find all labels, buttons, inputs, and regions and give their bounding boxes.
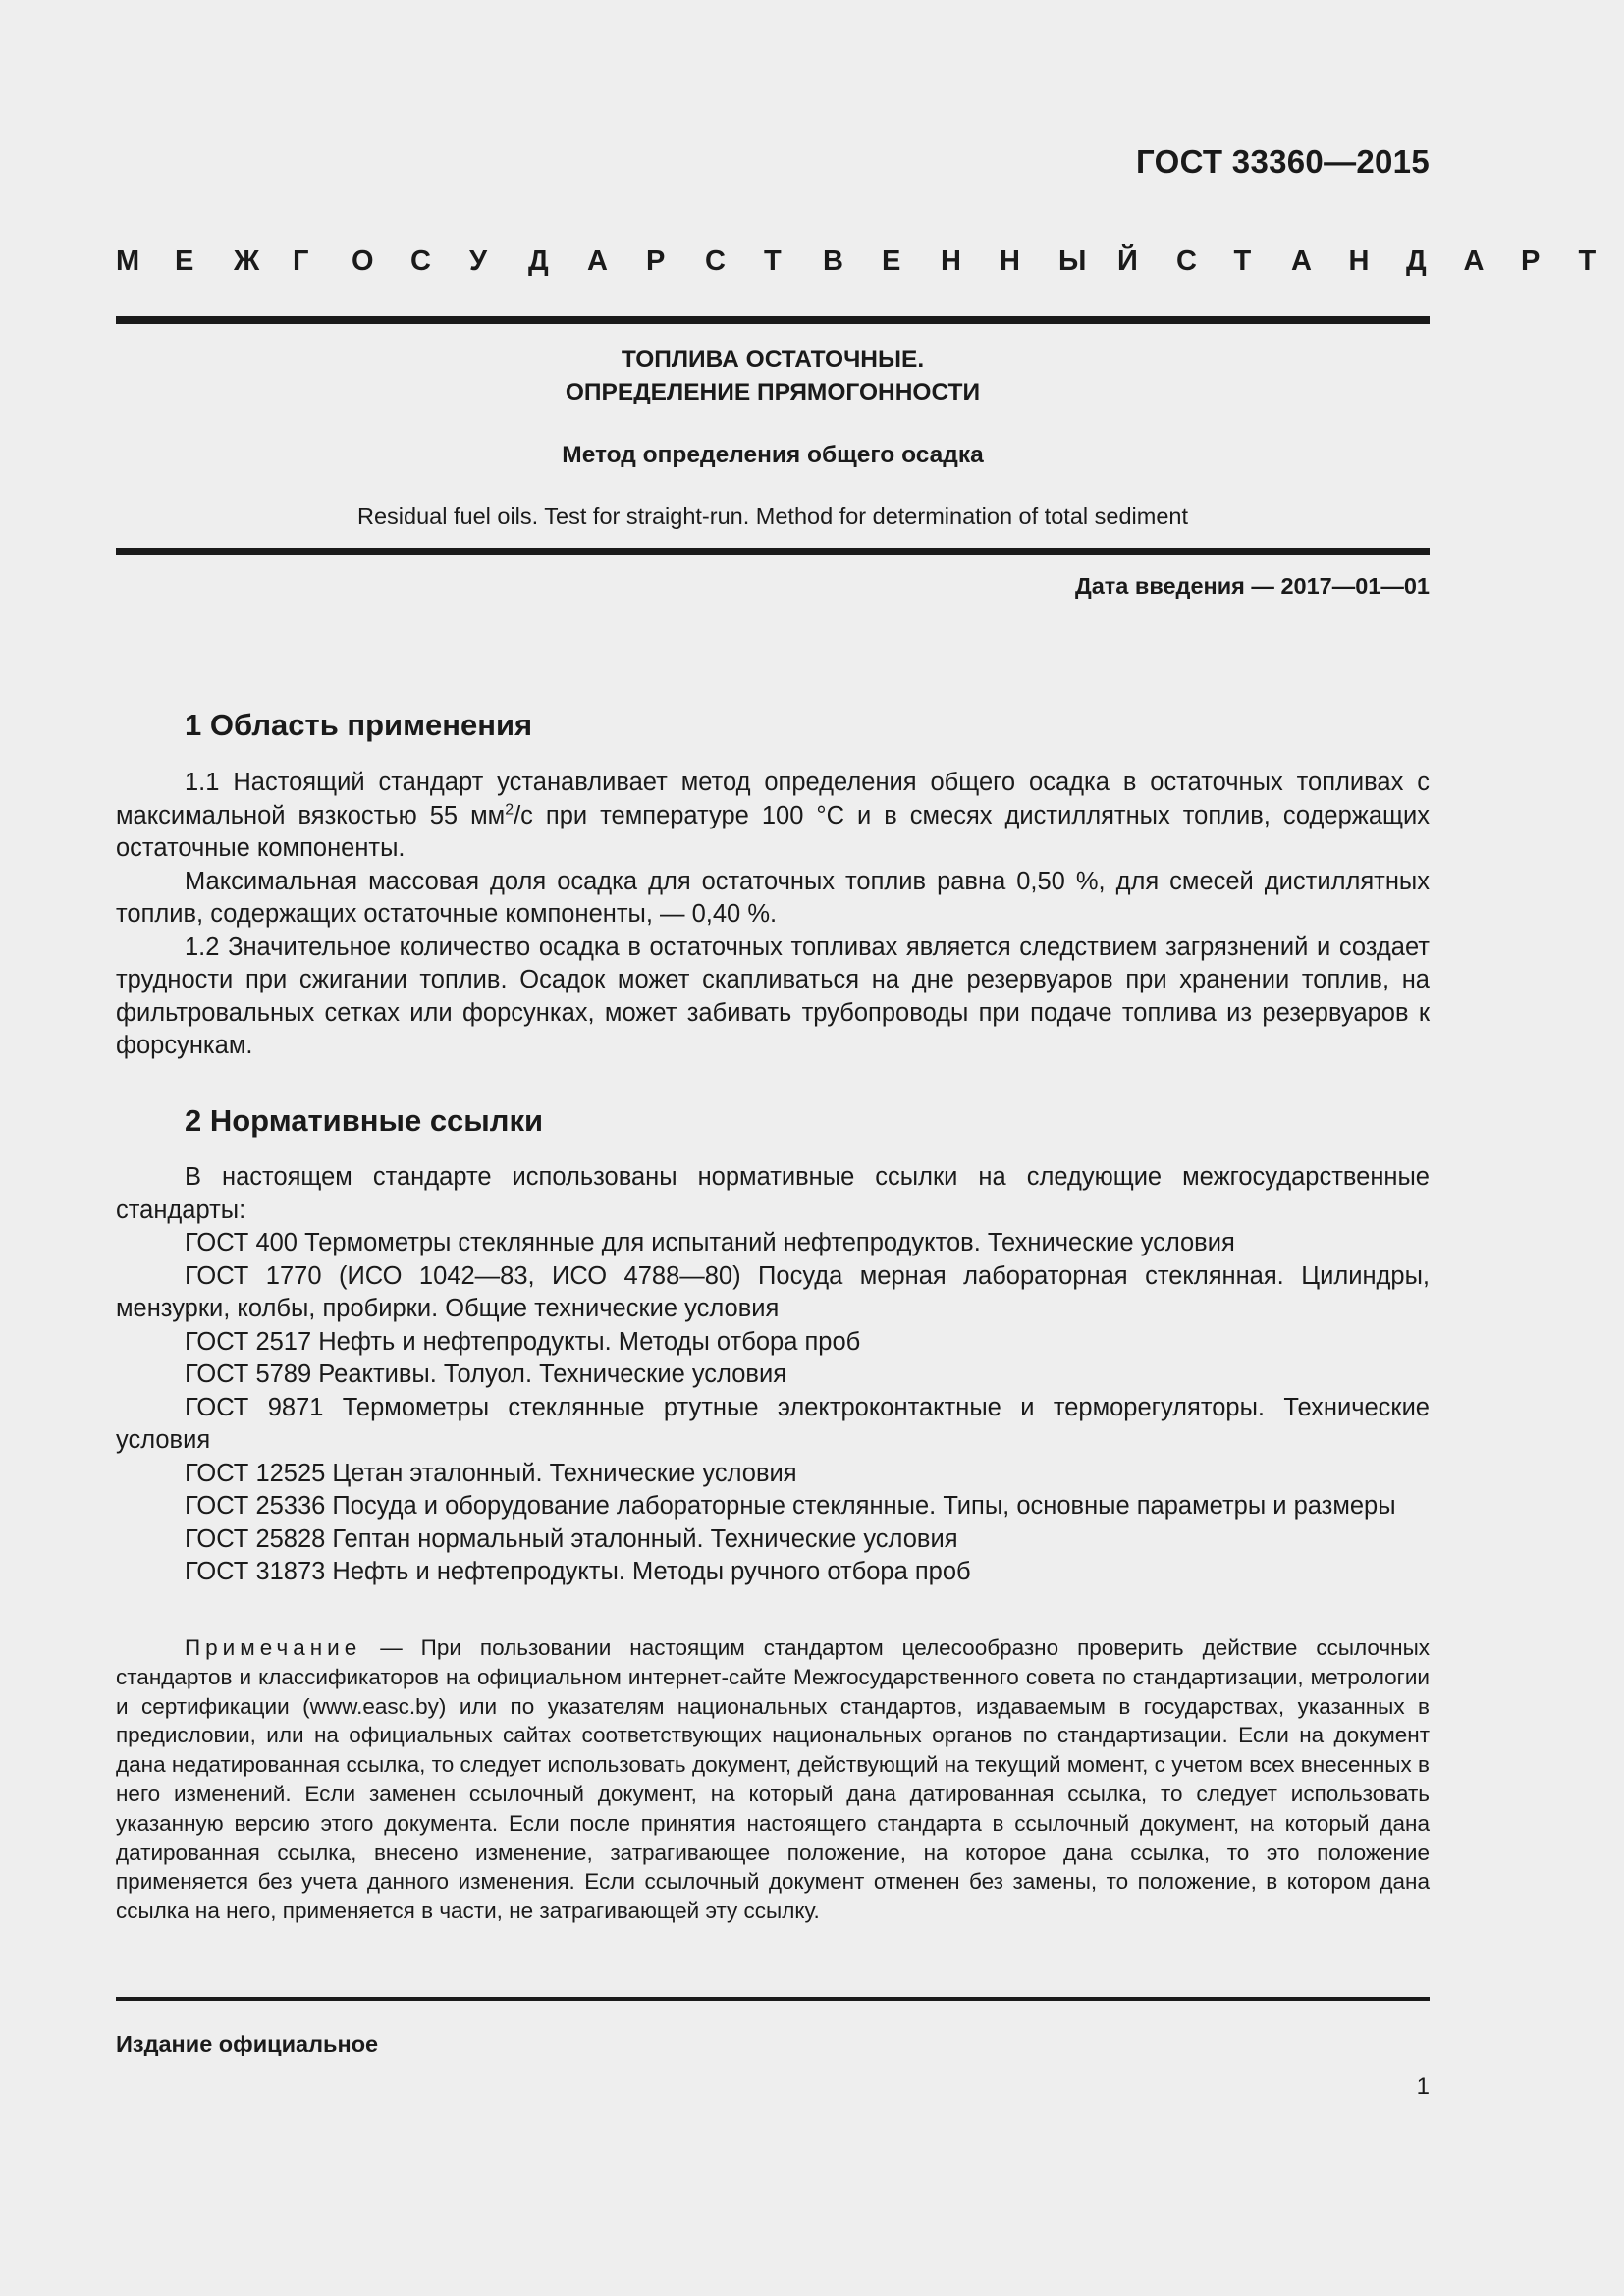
footer-divider — [116, 1997, 1430, 2001]
reference-item: ГОСТ 400 Термометры стеклянные для испытаний нефтепродуктов. Технические условия — [185, 1229, 1235, 1256]
document-title — [116, 344, 1430, 408]
reference-item: ГОСТ 1770 (ИСО 1042—83, ИСО 4788—80) Посуда мерная лабораторная стеклянная. Цилиндры, мензурки, колбы, пробирки. Общие технические условия — [116, 1261, 1430, 1322]
section-2-heading: 2 Нормативные ссылки — [185, 1103, 544, 1138]
banner-letter: У — [469, 245, 488, 277]
banner-letter: Т — [764, 245, 782, 277]
banner-letter: Е — [882, 245, 901, 277]
reference-item: ГОСТ 9871 Термометры стеклянные ртутные электроконтактные и терморегуляторы. Технические условия — [116, 1393, 1430, 1454]
banner-letter: Н — [941, 245, 961, 277]
reference-item: ГОСТ 2517 Нефть и нефтепродукты. Методы отбора проб — [185, 1327, 861, 1356]
banner-letter: Т — [1233, 245, 1252, 277]
banner-letter: Ж — [234, 245, 260, 277]
banner-letter: Н — [1000, 245, 1020, 277]
banner-letter: Д — [528, 245, 549, 277]
interstate-standard-banner — [116, 245, 1597, 278]
banner-letter: А — [1463, 245, 1485, 277]
paragraph-1-1-cont: Максимальная массовая доля осадка для остаточных топлив равна 0,50 %, для смесей дистиллятных топлив, содержащих остаточные компоненты, — 0,40 %. — [116, 867, 1430, 928]
reference-item: ГОСТ 25828 Гептан нормальный эталонный. Технические условия — [185, 1524, 958, 1553]
title-line-1: ТОПЛИВА ОСТАТОЧНЫЕ. — [621, 347, 925, 373]
section-1-heading: 1 Область применения — [185, 708, 533, 742]
reference-item: ГОСТ 12525 Цетан эталонный. Технические условия — [185, 1459, 797, 1487]
english-title: Residual fuel oils. Test for straight-run. Method for determination of total sediment — [357, 504, 1188, 529]
banner-letter: Т — [1578, 245, 1597, 277]
banner-letter: Д — [1406, 245, 1427, 277]
paragraph-1-2: 1.2 Значительное количество осадка в остаточных топливах является следствием загрязнений и создает трудности при сжигании топлив. Осадок может скапливаться на дне резервуаров при хранении топлив, на фильтровальных сетках или форсунках, может забивать трубопроводы при подаче топлива из резервуаров к форсункам. — [116, 933, 1430, 1059]
document-number: ГОСТ 33360—2015 — [1136, 143, 1430, 180]
introduction-date: Дата введения — 2017—01—01 — [1074, 573, 1430, 599]
banner-letter: А — [1291, 245, 1312, 277]
banner-letter: Й — [1117, 245, 1138, 277]
banner-word-standard — [1176, 245, 1596, 278]
banner-letter: В — [823, 245, 843, 277]
banner-letter: М — [116, 245, 140, 277]
references-intro: В настоящем стандарте использованы нормативные ссылки на следующие межгосударственные стандарты: — [116, 1163, 1430, 1224]
banner-letter: Н — [1348, 245, 1370, 277]
banner-letter: С — [410, 245, 431, 277]
banner-letter: Г — [293, 245, 309, 277]
banner-letter: Р — [1521, 245, 1541, 277]
reference-item: ГОСТ 5789 Реактивы. Толуол. Технические условия — [185, 1361, 786, 1388]
banner-letter: Е — [175, 245, 194, 277]
banner-letter: С — [705, 245, 726, 277]
title-divider — [116, 548, 1430, 555]
official-edition-label: Издание официальное — [116, 2031, 379, 2056]
title-line-2: ОПРЕДЕЛЕНИЕ ПРЯМОГОННОСТИ — [565, 379, 981, 405]
page-number: 1 — [1416, 2073, 1430, 2100]
note-text: — При пользовании настоящим стандартом целесообразно проверить действие ссылочных стандартов и классификаторов на официальном интернет-сайте Межгосударственного совета по стандартизации, метрологии и сертификации (www.easc.by) или по указателям национальных стандартов, издаваемым в государствах, указанных в предисловии, или на официальных сайтах соответствующих национальных органов по стандартизации. Если на документ дана недатированная ссылка, то следует использовать документ, действующий на текущий момент, с учетом всех внесенных в него изменений. Если заменен ссылочный документ, на который дана датированная ссылка, то следует использовать указанную версию этого документа. Если после принятия настоящего стандарта в ссылочный документ, на который дана датированная ссылка, внесено изменение, затрагивающее положение, на которое дана ссылка, то это положение применяется без учета данного изменения. Если ссылочный документ отменен без замены, то положение, в котором дана ссылка на него, применяется в части, не затрагивающей эту ссылку. — [116, 1635, 1430, 1924]
banner-letter: О — [352, 245, 374, 277]
note-label: Примечание — [185, 1635, 362, 1660]
reference-item: ГОСТ 31873 Нефть и нефтепродукты. Методы ручного отбора проб — [185, 1558, 971, 1585]
banner-word-interstate — [116, 245, 1176, 278]
references-note — [116, 1633, 1430, 1926]
document-subtitle: Метод определения общего осадка — [562, 442, 984, 468]
section-1-body — [116, 767, 1430, 1063]
section-2-body — [116, 1161, 1430, 1589]
top-divider — [116, 316, 1430, 324]
banner-letter: С — [1176, 245, 1197, 277]
banner-letter: Р — [646, 245, 666, 277]
paragraph-1-1: 1.1 Настоящий стандарт устанавливает метод определения общего осадка в остаточных топливах с максимальной вязкостью 55 $мм^2/с$ при температуре 100 °С и в смесях дистиллятных топлив, содержащих остаточные компоненты. — [116, 769, 1430, 862]
banner-letter: Ы — [1058, 245, 1087, 277]
banner-letter: А — [587, 245, 608, 277]
reference-item: ГОСТ 25336 Посуда и оборудование лабораторные стеклянные. Типы, основные параметры и размеры — [185, 1492, 1396, 1520]
